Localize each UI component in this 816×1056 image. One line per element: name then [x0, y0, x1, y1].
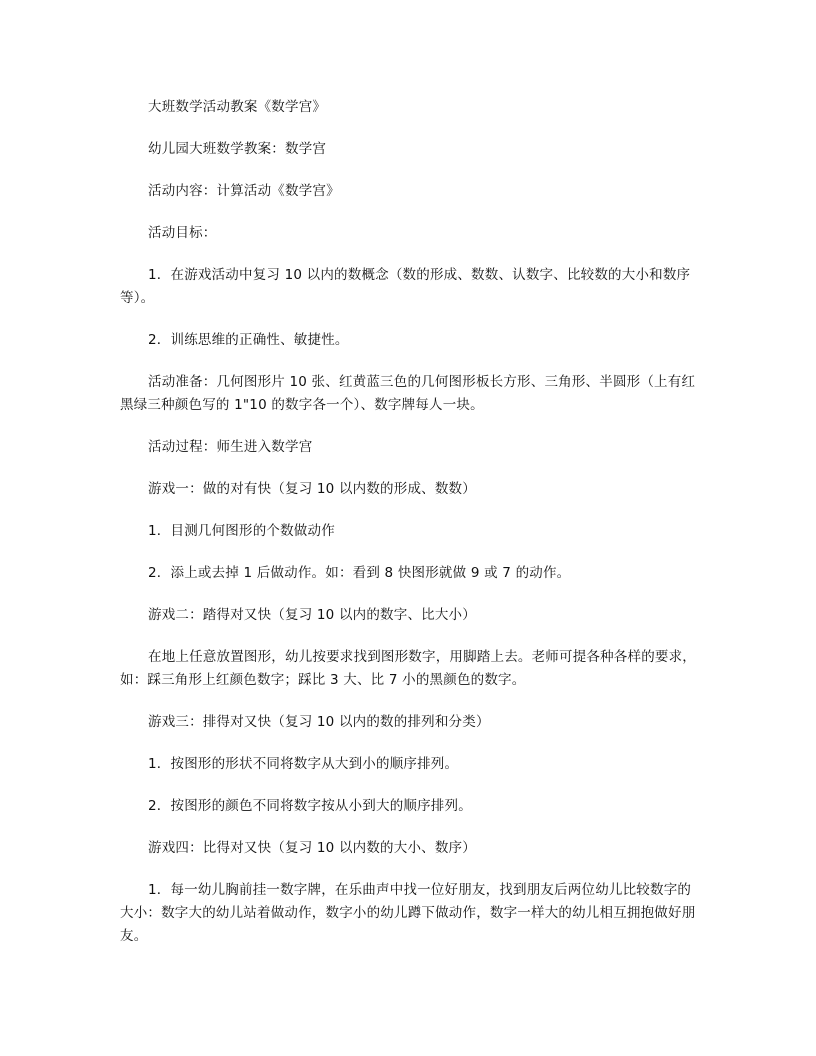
- game-2-heading: 游戏二：踏得对又快（复习 10 以内的数字、比大小）: [148, 607, 476, 623]
- document-title: 大班数学活动教案《数学宫》: [148, 99, 327, 115]
- game-4-heading: 游戏四：比得对又快（复习 10 以内数的大小、数序）: [148, 840, 476, 856]
- activity-preparation: 活动准备：几何图形片 10 张、红黄蓝三色的几何图形板长方形、三角形、半圆形（上有红黑绿三种颜色写的 1"10 的数字各一个）、数字牌每人一块。: [120, 374, 696, 413]
- goal-item-1: 1．在游戏活动中复习 10 以内的数概念（数的形成、数数、认数字、比较数的大小和数序等）。: [120, 267, 691, 306]
- game-1-step-1: 1．目测几何图形的个数做动作: [148, 523, 335, 539]
- document-subtitle: 幼儿园大班数学教案：数学宫: [148, 141, 327, 157]
- game-1-step-2: 2．添上或去掉 1 后做动作。如：看到 8 快图形就做 9 或 7 的动作。: [148, 565, 571, 581]
- goal-item-2: 2．训练思维的正确性、敏捷性。: [148, 332, 349, 348]
- game-1-heading: 游戏一：做的对有快（复习 10 以内数的形成、数数）: [148, 481, 476, 497]
- game-3-step-2: 2．按图形的颜色不同将数字按从小到大的顺序排列。: [148, 798, 472, 814]
- activity-goals-heading: 活动目标：: [148, 225, 217, 241]
- activity-process: 活动过程：师生进入数学宫: [148, 439, 313, 455]
- game-3-heading: 游戏三：排得对又快（复习 10 以内的数的排列和分类）: [148, 714, 490, 730]
- game-4-step-1: 1．每一幼儿胸前挂一数字牌，在乐曲声中找一位好朋友，找到朋友后两位幼儿比较数字的大小：数字大的幼儿站着做动作，数字小的幼儿蹲下做动作，数字一样大的幼儿相互拥抱做好朋友。: [120, 882, 696, 944]
- activity-content: 活动内容：计算活动《数学宫》: [148, 183, 340, 199]
- game-2-description: 在地上任意放置图形，幼儿按要求找到图形数字，用脚踏上去。老师可提各种各样的要求，如：踩三角形上红颜色数字；踩比 3 大、比 7 小的黑颜色的数字。: [120, 649, 696, 688]
- game-3-step-1: 1．按图形的形状不同将数字从大到小的顺序排列。: [148, 756, 459, 772]
- document-body: [120, 96, 698, 967]
